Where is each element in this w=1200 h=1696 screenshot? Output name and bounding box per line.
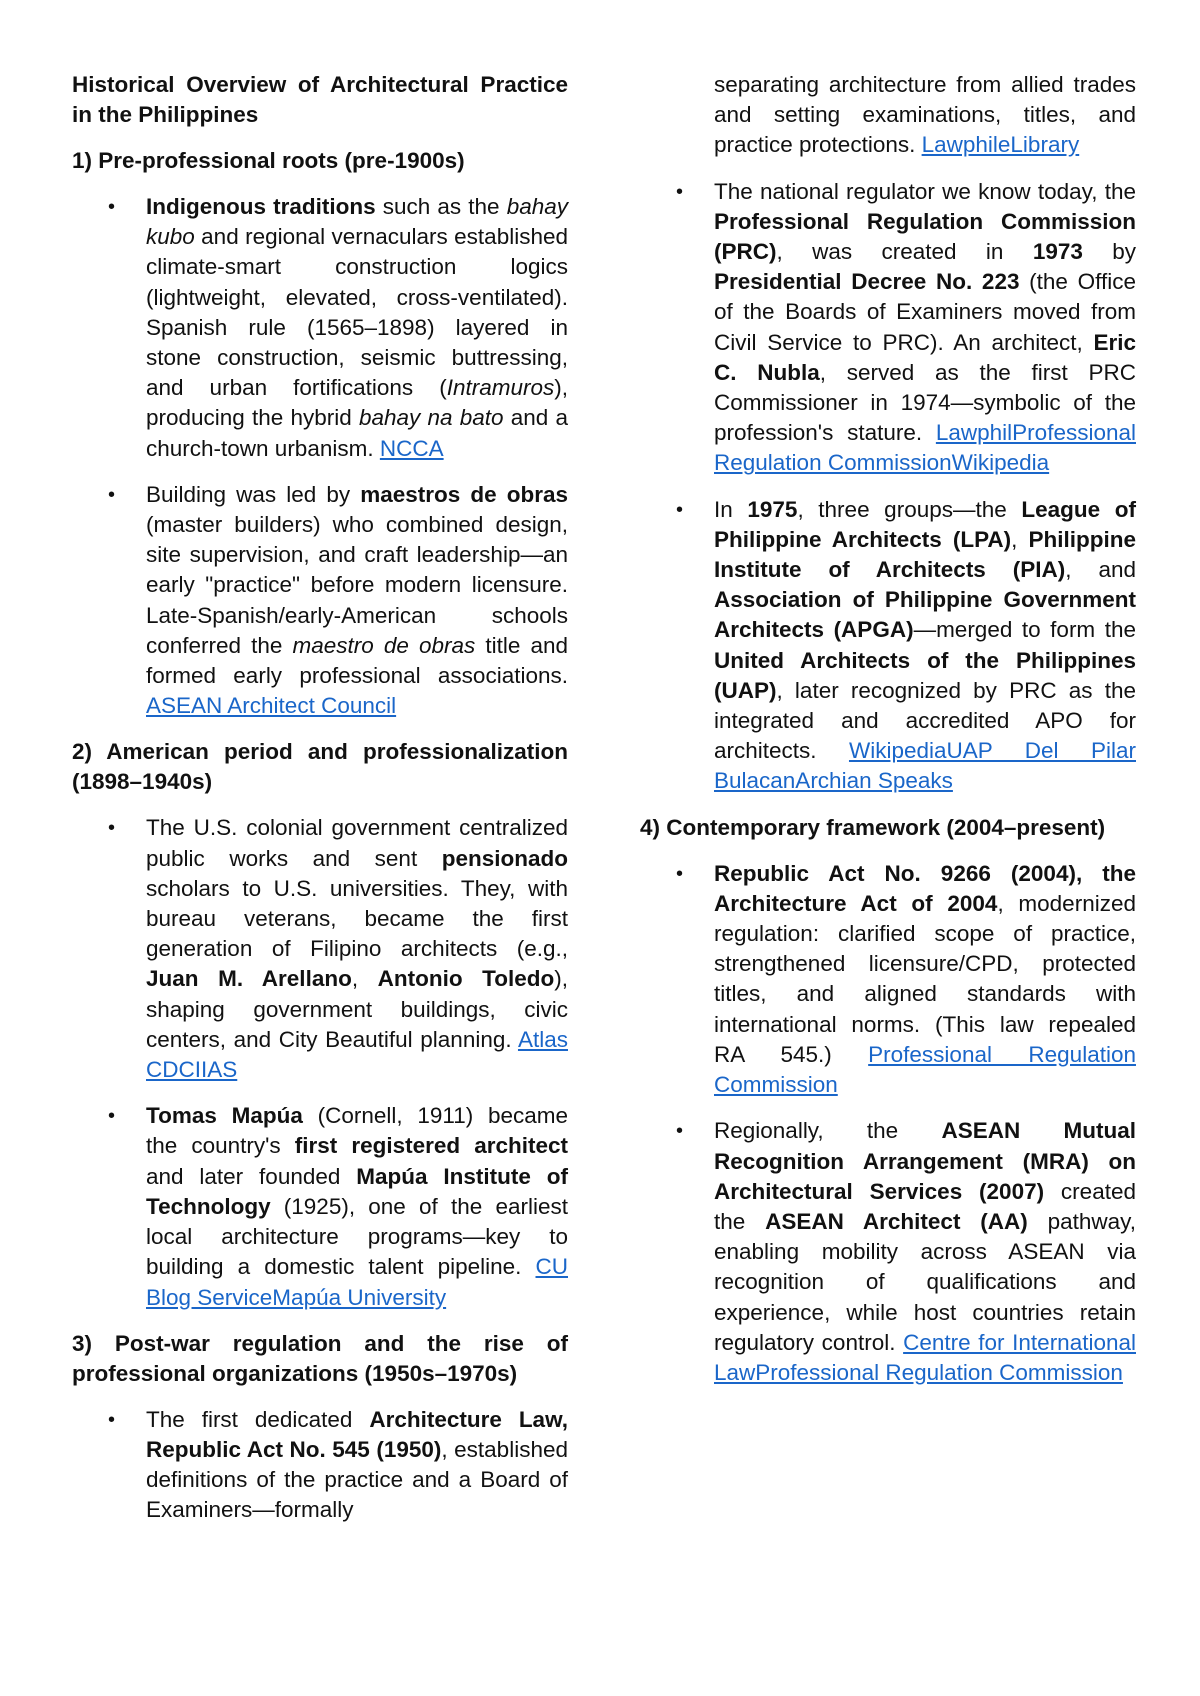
list-item: • Regionally, the ASEAN Mutual Recognition Arrangement (MRA) on Architectural Services (2007) created the ASEAN Architect (AA) pathway, enabling mobility across ASEAN via recognition of qualifications and experience, while host countries retain regulatory control. Centre for International LawProfessional Regulation Commission — [640, 1116, 1136, 1388]
document-title: Historical Overview of Architectural Practice in the Philippines — [72, 72, 568, 127]
right-column — [640, 70, 1136, 1404]
list-item-continuation: separating architecture from allied trades and setting examinations, titles, and practice protections. LawphileLibrary — [714, 72, 1136, 158]
source-link-prc[interactable]: Professional Regulation Commission — [714, 1041, 1136, 1098]
source-link-wikipedia-uap-archian[interactable]: WikipediaUAP Del Pilar BulacanArchian Speaks — [714, 738, 1136, 794]
list-item: • Indigenous traditions such as the bahay kubo and regional vernaculars established climate-smart construction logics (lightweight, elevated, cross-ventilated). Spanish rule (1565–1898) layered in stone construction, seismic buttressing, and urban fortifications (Intramuros), producing the hybrid bahay na bato and a church-town urbanism. NCCA — [72, 192, 568, 464]
section-1-list — [72, 192, 568, 721]
list-item: • The national regulator we know today, the Professional Regulation Commission (PRC), was created in 1973 by Presidential Decree No. 223 (the Office of the Boards of Examiners moved from Civil Service to PRC). An architect, Eric C. Nubla, served as the first PRC Commissioner in 1974—symbolic of the profession's stature. LawphilProfessional Regulation CommissionWikipedia — [640, 177, 1136, 479]
source-link-cil-prc[interactable]: Centre for International LawProfessional Regulation Commission — [714, 1329, 1136, 1385]
section-heading-4: 4) Contemporary framework (2004–present) — [640, 814, 1106, 840]
source-link-lawphil-prc-wikipedia[interactable]: LawphilProfessional Regulation CommissionWikipedia — [714, 420, 1136, 476]
list-item: • In 1975, three groups—the League of Philippine Architects (LPA), Philippine Institute of Architects (PIA), and Association of Philippine Government Architects (APGA)—merged to form the United Architects of the Philippines (UAP), later recognized by PRC as the integrated and accredited APO for architects. WikipediaUAP Del Pilar BulacanArchian Speaks — [640, 495, 1136, 797]
section-heading-3: 3) Post-war regulation and the rise of professional organizations (1950s–1970s) — [72, 1330, 568, 1386]
section-4-list — [640, 859, 1136, 1388]
section-heading-2: 2) American period and professionalization (1898–1940s) — [72, 739, 568, 795]
list-item: • Republic Act No. 9266 (2004), the Architecture Act of 2004, modernized regulation: clarified scope of practice, strengthened licensure/CPD, protected titles, and aligned standards with international norms. (This law repealed RA 545.) Professional Regulation Commission — [640, 859, 1136, 1101]
section-3-list — [72, 1405, 568, 1526]
source-link-lawphil-library[interactable]: LawphileLibrary — [921, 132, 1080, 158]
source-link-cu-blog-mapua[interactable]: CU Blog ServiceMapúa University — [146, 1254, 568, 1310]
list-item: • Tomas Mapúa (Cornell, 1911) became the country's first registered architect and later founded Mapúa Institute of Technology (1925), one of the earliest local architecture programs—key to building a domestic talent pipeline. CU Blog ServiceMapúa University — [72, 1101, 568, 1312]
section-heading-1: 1) Pre-professional roots (pre-1900s) — [72, 148, 465, 173]
source-link-ncca[interactable]: NCCA — [379, 435, 444, 461]
section-3-list-continued — [640, 177, 1136, 797]
source-link-atlas-cdciias[interactable]: Atlas CDCIIAS — [146, 1026, 568, 1083]
section-2-list — [72, 813, 568, 1312]
list-item: • Building was led by maestros de obras (master builders) who combined design, site supervision, and craft leadership—an early "practice" before modern licensure. Late-Spanish/early-American schools conferred the maestro de obras title and formed early professional associations. ASEAN Architect Council — [72, 480, 568, 722]
left-column — [72, 70, 568, 1526]
list-item: • The U.S. colonial government centralized public works and sent pensionado scholars to U.S. universities. They, with bureau veterans, became the first generation of Filipino architects (e.g., Juan M. Arellano, Antonio Toledo), shaping government buildings, civic centers, and City Beautiful planning. Atlas CDCIIAS — [72, 813, 568, 1085]
source-link-asean-architect-council[interactable]: ASEAN Architect Council — [146, 693, 397, 719]
list-item: • The first dedicated Architecture Law, Republic Act No. 545 (1950), established definitions of the practice and a Board of Examiners—formally — [72, 1405, 568, 1526]
